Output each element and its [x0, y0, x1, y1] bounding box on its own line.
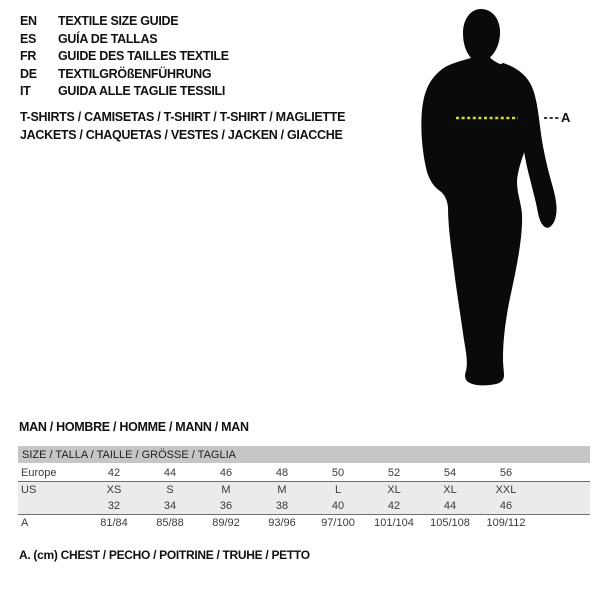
section-title: MAN / HOMBRE / HOMME / MANN / MAN: [19, 420, 249, 434]
cell: L: [310, 482, 366, 499]
language-row: [20, 13, 229, 31]
cell: 36: [198, 498, 254, 515]
language-code: ES: [20, 31, 37, 46]
cell: XS: [86, 482, 142, 499]
table-header: SIZE / TALLA / TAILLE / GRÖSSE / TAGLIA: [18, 446, 590, 464]
cell: 44: [422, 498, 478, 515]
cell: 48: [275, 467, 289, 479]
cell-filler: [534, 482, 590, 499]
cell: 56: [499, 467, 513, 479]
language-label: GUÍA DE TALLAS: [58, 31, 158, 46]
cell: 109/112: [478, 515, 534, 532]
row-label: US: [18, 482, 86, 499]
table-row-uk: [18, 498, 590, 515]
cell: 81/84: [86, 515, 142, 532]
table-header-row: [18, 446, 590, 464]
language-row: [20, 83, 229, 101]
language-code: EN: [20, 14, 37, 28]
cell: 54: [443, 467, 457, 479]
cell: 46: [219, 467, 233, 479]
language-label: GUIDE DES TAILLES TEXTILE: [58, 49, 229, 64]
cell: 97/100: [310, 515, 366, 532]
cell: 42: [107, 467, 121, 479]
cell: 46: [478, 498, 534, 515]
size-table: [18, 446, 590, 531]
row-label: [18, 498, 86, 515]
language-label: TEXTILGRÖßENFÜHRUNG: [58, 66, 212, 81]
cell-filler: [534, 498, 590, 515]
cell: 105/108: [422, 515, 478, 532]
cell: XL: [422, 482, 478, 499]
category-titles: [20, 109, 345, 144]
cell: 42: [366, 498, 422, 515]
man-body-shape: [421, 9, 533, 385]
language-label: TEXTILE SIZE GUIDE: [58, 14, 179, 28]
cell: 38: [254, 498, 310, 515]
language-row: [20, 48, 229, 66]
cell: S: [142, 482, 198, 499]
cell: 50: [331, 467, 345, 479]
cell: 93/96: [254, 515, 310, 532]
language-list: [20, 13, 229, 101]
cell: 32: [86, 498, 142, 515]
table-row-europe: [18, 464, 590, 482]
category-tshirts: T-SHIRTS / CAMISETAS / T-SHIRT / T-SHIRT / MAGLIETTE: [20, 110, 346, 124]
man-silhouette-icon: [418, 5, 566, 387]
language-code: DE: [20, 66, 37, 81]
language-row: [20, 66, 229, 84]
cell-filler: [534, 464, 590, 482]
category-jackets: JACKETS / CHAQUETAS / VESTES / JACKEN / GIACCHE: [20, 127, 343, 142]
cell: 44: [163, 467, 177, 479]
language-code: FR: [20, 49, 37, 64]
cell: M: [198, 482, 254, 499]
language-code: IT: [20, 84, 31, 99]
cell-filler: [534, 515, 590, 532]
table-row-us: [18, 482, 590, 499]
cell: 85/88: [142, 515, 198, 532]
language-row: [20, 31, 229, 49]
cell: 40: [310, 498, 366, 515]
measurement-footnote: A. (cm) CHEST / PECHO / POITRINE / TRUHE / PETTO: [19, 548, 310, 562]
cell: XL: [366, 482, 422, 499]
cell: M: [254, 482, 310, 499]
cell: 52: [387, 467, 401, 479]
cell: 101/104: [366, 515, 422, 532]
table-row-chest-a: [18, 515, 590, 532]
cell: 34: [142, 498, 198, 515]
language-label: GUIDA ALLE TAGLIE TESSILI: [58, 84, 226, 99]
row-label: Europe: [21, 467, 57, 479]
cell: 89/92: [198, 515, 254, 532]
measure-label-a: A: [561, 110, 571, 125]
row-label: A: [18, 515, 86, 532]
cell: XXL: [478, 482, 534, 499]
